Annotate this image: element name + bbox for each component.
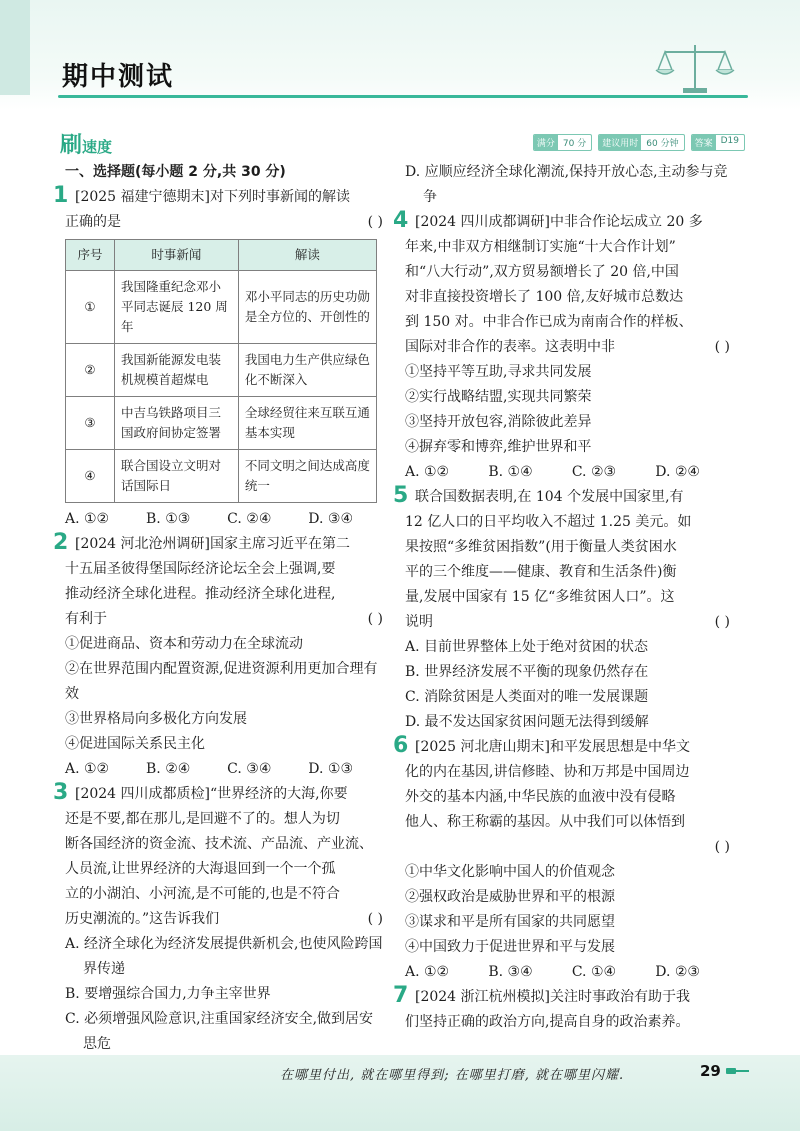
option: B. 世界经济发展不平衡的现象仍然存在 <box>405 664 649 680</box>
table-cell: 我国新能源发电装机规模首超煤电 <box>115 344 239 397</box>
table-cell: 我国电力生产供应绿色化不断深入 <box>238 344 376 397</box>
question-stem: 到 150 对。中非合作已成为南南合作的样板、 <box>405 314 693 330</box>
question-stem: 12 亿人口的日平均收入不超过 1.25 美元。如 <box>405 514 692 530</box>
question-stem: 说明 <box>405 614 433 630</box>
question-stem: 和“八大行动”,双方贸易额增长了 20 倍,中国 <box>405 264 679 280</box>
table-row <box>66 344 377 397</box>
question-stem: [2024 河北沧州调研]国家主席习近平在第二 <box>75 536 351 552</box>
question-stem: 量,发展中国家有 15 亿“多维贫困人口”。这 <box>405 589 675 605</box>
question-stem: 断各国经济的资金流、技术流、产品流、产业流、 <box>65 836 373 852</box>
question-stem: 有利于 <box>65 611 107 627</box>
page-number: 29 <box>700 1062 721 1080</box>
statement-item: ③坚持开放包容,消除彼此差异 <box>405 414 592 430</box>
question-stem: 年来,中非双方相继制订实施“十大合作计划” <box>405 239 676 255</box>
option: B. ③④ <box>488 964 533 980</box>
table-cell: 邓小平同志的历史功勋是全方位的、开创性的 <box>238 271 376 344</box>
question-stem: 立的小湖泊、小河流,是不可能的,也是不符合 <box>65 886 340 902</box>
question-stem: 他人、称王称霸的基因。从中我们可以体悟到 <box>405 814 685 830</box>
table-header: 解读 <box>238 240 376 271</box>
option: A. 目前世界整体上处于绝对贫困的状态 <box>405 639 649 655</box>
table-cell: 中吉乌铁路项目三国政府间协定签署 <box>115 397 239 450</box>
statement-item: ③世界格局向多极化方向发展 <box>65 711 247 727</box>
option: B. ②④ <box>146 761 191 777</box>
option: D. 最不发达国家贫困问题无法得到缓解 <box>405 714 649 730</box>
question-number: 1 <box>53 183 69 208</box>
left-column <box>53 160 383 1057</box>
question-stem: [2024 浙江杭州模拟]关注时事政治有助于我 <box>415 989 691 1005</box>
option: A. ①② <box>405 964 450 980</box>
table-cell: ① <box>66 271 115 344</box>
table-row <box>66 397 377 450</box>
options-row <box>405 460 730 485</box>
question-stem: 化的内在基因,讲信修睦、协和万邦是中国周边 <box>405 764 690 780</box>
options-row <box>65 757 383 782</box>
option: D. ②④ <box>655 464 700 480</box>
answer-paren: ( ) <box>367 911 383 927</box>
question-3 <box>53 780 383 1057</box>
statement-item: ②实行战略结盟,实现共同繁荣 <box>405 389 592 405</box>
option: B. 要增强综合国力,力争主宰世界 <box>65 986 271 1002</box>
info-badges <box>533 134 745 151</box>
badge-answer-page: 答案 D19 <box>691 134 745 151</box>
option: C. ③④ <box>227 761 272 777</box>
option: A. ①② <box>65 511 110 527</box>
question-stem: 国际对非合作的表率。这表明中非 <box>405 339 615 355</box>
answer-paren: ( ) <box>367 214 383 230</box>
page-title: 期中测试 <box>62 62 175 92</box>
table-cell: 我国隆重纪念邓小平同志诞辰 120 周年 <box>115 271 239 344</box>
option: C. 消除贫困是人类面对的唯一发展课题 <box>405 689 649 705</box>
table-header: 时事新闻 <box>115 240 239 271</box>
table-row <box>66 450 377 503</box>
question-2 <box>53 530 383 782</box>
question-1 <box>53 183 383 532</box>
question-stem: [2025 河北唐山期末]和平发展思想是中华文 <box>415 739 691 755</box>
badge-full-score: 满分 70 分 <box>533 134 592 151</box>
option: B. ①④ <box>488 464 533 480</box>
question-stem: 正确的是 <box>65 214 121 230</box>
answer-paren: ( ) <box>714 614 730 630</box>
badge-suggested-time: 建议用时 60 分钟 <box>598 134 684 151</box>
gavel-icon <box>724 1066 750 1078</box>
question-stem: 还是不要,都在那儿,是回避不了的。想人为切 <box>65 811 340 827</box>
question-6 <box>393 733 730 985</box>
option: A. ①② <box>405 464 450 480</box>
question-stem: 人员流,让世界经济的大海退回到一个一个孤 <box>65 861 336 877</box>
table-cell: ② <box>66 344 115 397</box>
section-label <box>60 128 112 159</box>
table-cell: ④ <box>66 450 115 503</box>
header-divider <box>58 95 748 98</box>
options-row <box>405 960 730 985</box>
part-title: 一、选择题(每小题 2 分,共 30 分) <box>65 164 286 180</box>
question-number: 7 <box>393 983 409 1008</box>
answer-paren: ( ) <box>714 839 730 855</box>
option: C. ②④ <box>227 511 272 527</box>
question-stem: 果按照“多维贫困指数”(用于衡量人类贫困水 <box>405 539 677 555</box>
header-side-stripe <box>0 0 30 95</box>
question-stem: 对非直接投资增长了 100 倍,友好城市总数达 <box>405 289 684 305</box>
table-header: 序号 <box>66 240 115 271</box>
table-header-row <box>66 240 377 271</box>
question-stem: [2024 四川成都质检]“世界经济的大海,你要 <box>75 786 348 802</box>
table-cell: 不同文明之间达成高度统一 <box>238 450 376 503</box>
option: D. ①③ <box>308 761 353 777</box>
option: D. ②③ <box>655 964 700 980</box>
question-number: 6 <box>393 733 409 758</box>
question-4 <box>393 208 730 485</box>
question-stem: 平的三个维度——健康、教育和生活条件)衡 <box>405 564 677 580</box>
answer-paren: ( ) <box>714 339 730 355</box>
right-column <box>393 160 730 1035</box>
statement-item: ②强权政治是威胁世界和平的根源 <box>405 889 615 905</box>
news-table <box>65 239 377 503</box>
section-label-big: 刷 <box>60 133 83 158</box>
question-stem: [2025 福建宁德期末]对下列时事新闻的解读 <box>75 189 351 205</box>
statement-item: ①坚持平等互助,寻求共同发展 <box>405 364 592 380</box>
question-number: 2 <box>53 530 69 555</box>
question-number: 5 <box>393 483 409 508</box>
table-cell: 全球经贸往来互联互通基本实现 <box>238 397 376 450</box>
question-5 <box>393 483 730 735</box>
option: A. ①② <box>65 761 110 777</box>
options-row <box>65 507 383 532</box>
statement-item: ②在世界范围内配置资源,促进资源利用更加合理有效 <box>65 661 378 702</box>
question-7 <box>393 983 730 1035</box>
question-stem: 们坚持正确的政治方向,提高自身的政治素养。 <box>405 1014 690 1030</box>
statement-item: ④促进国际关系民主化 <box>65 736 205 752</box>
question-stem: 外交的基本内涵,中华民族的血液中没有侵略 <box>405 789 676 805</box>
section-label-small: 速度 <box>82 138 113 156</box>
table-cell: ③ <box>66 397 115 450</box>
option: C. 必须增强风险意识,注重国家经济安全,做到居安思危 <box>65 1011 374 1052</box>
option: B. ①③ <box>146 511 191 527</box>
question-stem: [2024 四川成都调研]中非合作论坛成立 20 多 <box>415 214 703 230</box>
question-number: 3 <box>53 780 69 805</box>
question-stem: 十五届圣彼得堡国际经济论坛全会上强调,要 <box>65 561 336 577</box>
question-stem: 历史潮流的。”这告诉我们 <box>65 911 220 927</box>
balance-scale-icon <box>650 40 740 95</box>
footer-motto: 在哪里付出, 就在哪里得到; 在哪里打磨, 就在哪里闪耀. <box>280 1068 625 1083</box>
option: C. ①④ <box>571 964 617 980</box>
statement-item: ③谋求和平是所有国家的共同愿望 <box>405 914 615 930</box>
statement-item: ①促进商品、资本和劳动力在全球流动 <box>65 636 303 652</box>
statement-item: ④中国致力于促进世界和平与发展 <box>405 939 615 955</box>
option: D. ③④ <box>308 511 353 527</box>
answer-paren: ( ) <box>367 611 383 627</box>
option: C. ②③ <box>571 464 617 480</box>
statement-item: ①中华文化影响中国人的价值观念 <box>405 864 615 880</box>
table-row <box>66 271 377 344</box>
option: D. 应顺应经济全球化潮流,保持开放心态,主动参与竞争 <box>405 164 728 205</box>
statement-item: ④摒弃零和博弈,维护世界和平 <box>405 439 592 455</box>
question-number: 4 <box>393 208 409 233</box>
question-stem: 推动经济全球化进程。推动经济全球化进程, <box>65 586 336 602</box>
table-cell: 联合国设立文明对话国际日 <box>115 450 239 503</box>
option: A. 经济全球化为经济发展提供新机会,也使风险跨国界传递 <box>65 936 383 977</box>
question-stem: 联合国数据表明,在 104 个发展中国家里,有 <box>415 489 684 505</box>
